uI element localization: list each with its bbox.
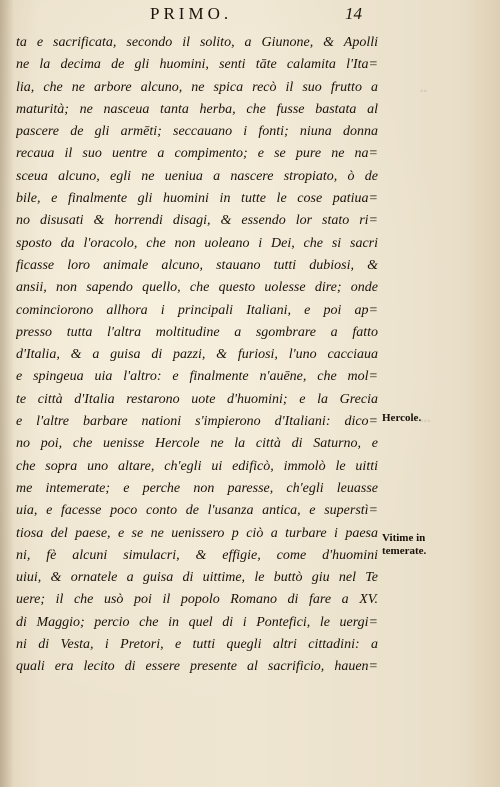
text-line: ni, fè alcuni simulacri, & effigie, come d'huomini xyxy=(16,547,378,563)
running-title: PRIMO. xyxy=(150,4,233,23)
text-line: lia, che ne arbore alcuno, ne spica recò il suo frutto a xyxy=(16,79,378,95)
text-line: uia, e facesse poco conto de l'usanza antica, e superstì= xyxy=(16,503,378,519)
text-line: ta e sacrificata, secondo il solito, a Giunone, & Apolli xyxy=(16,35,378,50)
margin-note-line: Vitime in xyxy=(382,532,426,544)
text-line: di Maggio; percio che in quel di i Pontefici, le uergi= xyxy=(16,614,378,630)
text-line: tiosa del paese, e se ne uenissero p ciò a turbare i paesa xyxy=(16,525,378,541)
show-through-mark: ◦◦ xyxy=(420,86,428,97)
text-line: recaua il suo uentre a compimento; e se pure ne na= xyxy=(16,146,378,162)
body-text xyxy=(16,32,378,679)
text-line: e l'altre barbare nationi s'impierono d'Italiani: dico= xyxy=(16,414,378,430)
text-line: quali era lecito di essere presente al sacrificio, hauen= xyxy=(16,659,378,675)
text-line: uiui, & ornatele a guisa di uittime, le buttò giu nel Te xyxy=(16,570,378,586)
text-line: ansii, non sapendo quello, che questo uolesse dire; onde xyxy=(16,280,378,296)
text-line: bile, e finalmente gli huomini in tutte le cose patiua= xyxy=(16,191,378,207)
margin-note-hercole xyxy=(382,412,421,425)
show-through-mark: ◦◦◦ xyxy=(420,416,431,427)
text-line: te città d'Italia restarono uote d'huomini; e la Grecia xyxy=(16,391,378,407)
text-line: uere; il che usò poi il popolo Romano di fare a XV. xyxy=(16,592,378,608)
text-line: no disusati & horrendi disagi, & essendo lor stato ri= xyxy=(16,213,378,229)
text-line: cominciorono allhora i principali Italiani, e poi ap= xyxy=(16,302,378,318)
text-line: che sopra uno altare, ch'egli ui edificò, immolò le uitti xyxy=(16,458,378,474)
binding-shadow xyxy=(0,0,14,787)
text-line: ficasse loro animale alcuno, stauano tutti dubiosi, & xyxy=(16,257,378,273)
margin-note-text: Hercole. xyxy=(382,412,422,424)
text-line: sposto da l'oracolo, che non uoleano i Dei, che si sacri xyxy=(16,235,378,251)
text-line: presso tutta l'altra moltitudine a sgombrare a fatto xyxy=(16,324,378,340)
text-line: d'Italia, & a guisa di pazzi, & furiosi, l'uno cacciaua xyxy=(16,347,378,363)
page-header xyxy=(0,4,500,30)
text-line: ni di Vesta, i Pretori, e tutti quegli altri cittadini: a xyxy=(16,637,378,653)
margin-note-line: temerate. xyxy=(382,545,427,557)
text-line: me intemerate; e perche non paresse, ch'egli leuasse xyxy=(16,480,378,496)
text-line: maturità; ne nasceua tanta herba, che fusse bastata al xyxy=(16,101,378,117)
text-line: no poi, che uenisse Hercole ne la città di Saturno, e xyxy=(16,436,378,452)
folio-number: 14 xyxy=(345,4,362,23)
margin-note-vitime xyxy=(382,532,426,558)
text-line: e spingeua uia l'altro: e finalmente n'auēne, che mol= xyxy=(16,369,378,385)
text-line: sceua alcuno, egli ne ueniua a nascere stropiato, ò de xyxy=(16,168,378,184)
text-line: pascere de gli armēti; seccauano i fonti; niuna donna xyxy=(16,124,378,140)
text-line: ne la decima de gli huomini, senti tāte calamita l'Ita= xyxy=(16,57,378,73)
